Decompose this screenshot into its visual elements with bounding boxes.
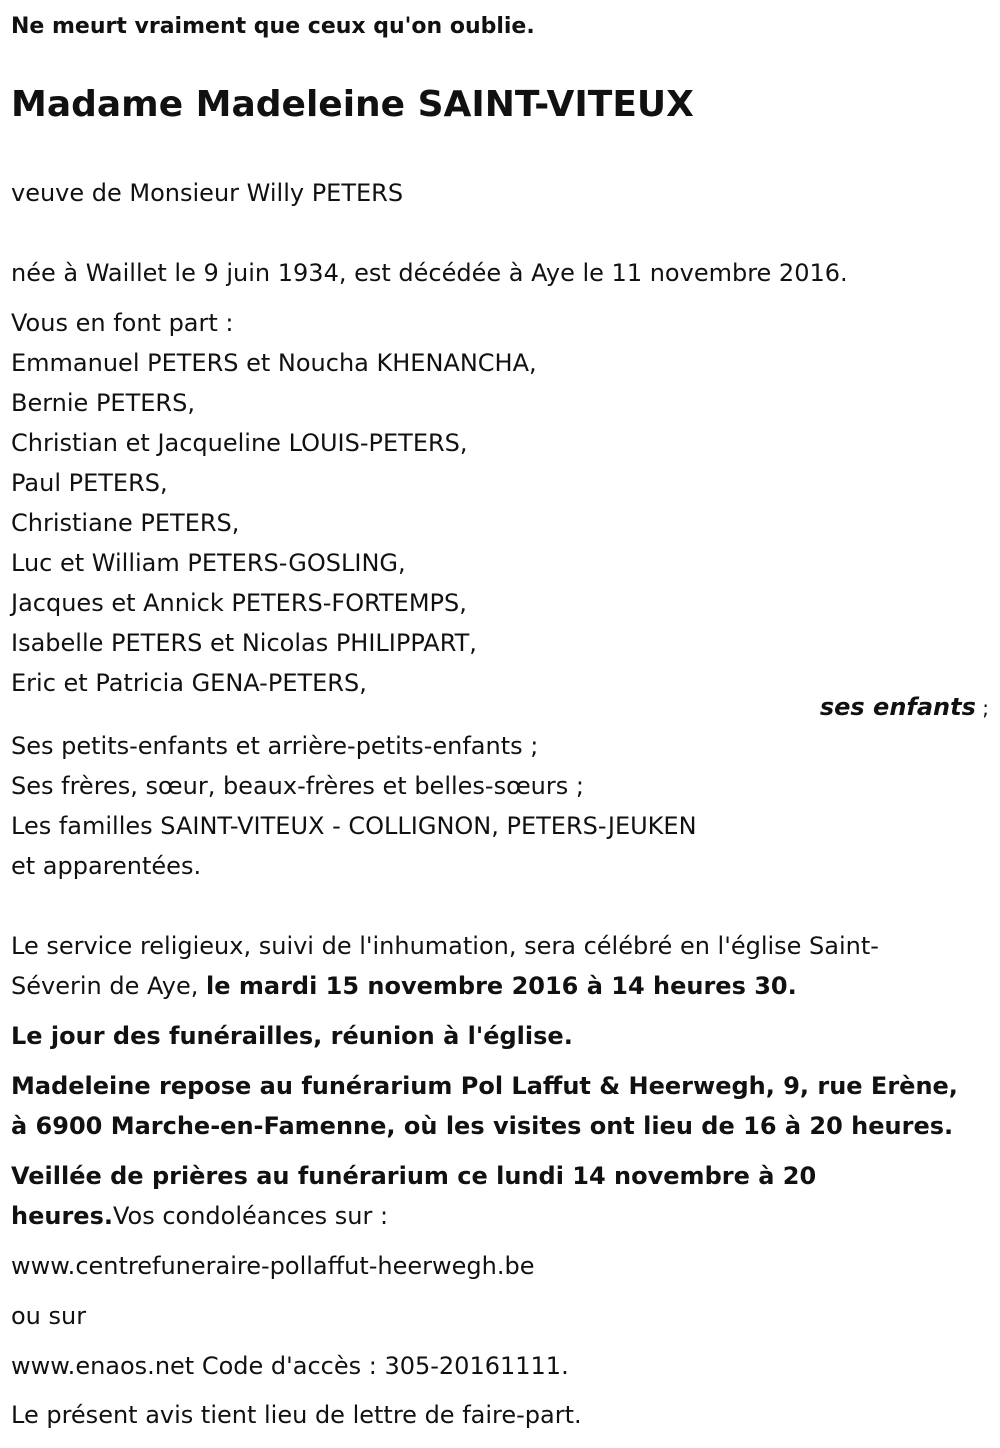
birth-death-line: née à Waillet le 9 juin 1934, est décédée à Aye le 11 novembre 2016. (11, 259, 848, 287)
family-entry: Ses petits-enfants et arrière-petits-enfants ; (11, 732, 539, 760)
children-label-text: ses enfants (819, 693, 976, 721)
or-on-text: ou sur (11, 1302, 87, 1330)
child-entry: Christiane PETERS, (11, 509, 240, 537)
child-entry: Bernie PETERS, (11, 389, 195, 417)
child-entry: Christian et Jacqueline LOUIS-PETERS, (11, 429, 468, 457)
children-label (820, 692, 989, 723)
funerarium-line-1: Madeleine repose au funérarium Pol Laffut & Heerwegh, 9, rue Erène, (11, 1072, 958, 1100)
funerarium-line-2: à 6900 Marche-en-Famenne, où les visites ont lieu de 16 à 20 heures. (11, 1112, 954, 1140)
service-line-2 (11, 971, 797, 1001)
child-entry: Paul PETERS, (11, 469, 168, 497)
family-entry: et apparentées. (11, 852, 202, 880)
child-entry: Eric et Patricia GENA-PETERS, (11, 669, 367, 697)
widow-line: veuve de Monsieur Willy PETERS (11, 179, 404, 207)
child-entry: Isabelle PETERS et Nicolas PHILIPPART, (11, 629, 477, 657)
vigil-line-2 (11, 1201, 388, 1231)
epigraph: Ne meurt vraiment que ceux qu'on oublie. (11, 14, 535, 39)
child-entry: Luc et William PETERS-GOSLING, (11, 549, 406, 577)
website-link-2[interactable]: www.enaos.net Code d'accès : 305-20161111. (11, 1352, 569, 1380)
family-entry: Les familles SAINT-VITEUX - COLLIGNON, PETERS-JEUKEN (11, 812, 697, 840)
child-entry: Jacques et Annick PETERS-FORTEMPS, (11, 589, 467, 617)
website-link-1[interactable]: www.centrefuneraire-pollaffut-heerwegh.be (11, 1252, 535, 1280)
deceased-name-title: Madame Madeleine SAINT-VITEUX (11, 84, 694, 125)
service-datetime: le mardi 15 novembre 2016 à 14 heures 30. (206, 972, 797, 1000)
children-label-punct: ; (975, 696, 989, 720)
vigil-line-1: Veillée de prières au funérarium ce lundi 14 novembre à 20 (11, 1162, 817, 1190)
church-meeting: Le jour des funérailles, réunion à l'église. (11, 1022, 573, 1050)
vigil-hours: heures. (11, 1202, 113, 1230)
family-entry: Ses frères, sœur, beaux-frères et belles-sœurs ; (11, 772, 584, 800)
service-line-1: Le service religieux, suivi de l'inhumation, sera célébré en l'église Saint- (11, 932, 879, 960)
closing-note: Le présent avis tient lieu de lettre de faire-part. (11, 1401, 582, 1429)
child-entry: Emmanuel PETERS et Noucha KHENANCHA, (11, 349, 537, 377)
service-place: Séverin de Aye, (11, 972, 206, 1000)
condolences-intro: Vos condoléances sur : (112, 1202, 389, 1230)
announcement-intro: Vous en font part : (11, 309, 234, 337)
